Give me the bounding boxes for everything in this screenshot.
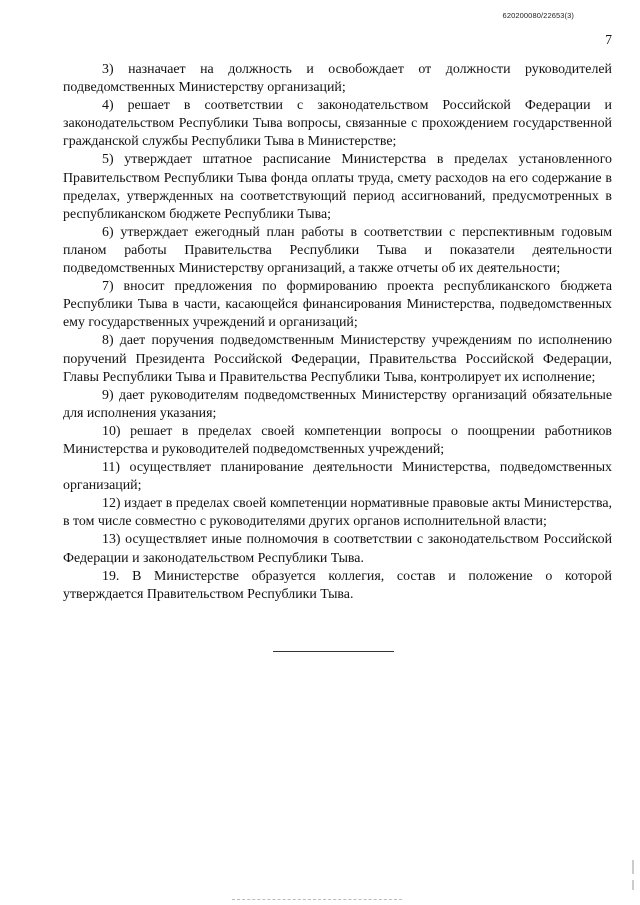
paragraph-item-10: 10) решает в пределах своей компетенции вопросы о поощрении работников Министерства и руководителей подведомственных учреждений; [63, 423, 612, 457]
paragraph-item-5: 5) утверждает штатное расписание Министерства в пределах установленного Правительством Республики Тыва фонда оплаты труда, смету расходов на его содержание в пределах, утвержденных на соответствующий период ассигнований, предусмотренных в республиканском бюджете Республики Тыва; [63, 152, 612, 222]
paragraph-item-6: 6) утверждает ежегодный план работы в соответствии с перспективным годовым планом работы Правительства Республики Тыва и показатели деятельности подведомственных Министерству организаций, а также отчеты об их деятельности; [63, 224, 612, 277]
scan-edge-mark [632, 880, 634, 890]
paragraph-item-3: 3) назначает на должность и освобождает от должности руководителей подведомственных Министерству организаций; [63, 62, 612, 96]
paragraph-item-13: 13) осуществляет иные полномочия в соответствии с законодательством Российской Федерации и законодательством Республики Тыва. [63, 532, 612, 566]
paragraph-item-8: 8) дает поручения подведомственным Министерству учреждениям по исполнению поручений Президента Российской Федерации, Правительства Российской Федерации, Главы Республики Тыва и Правительства Республики Тыва, контролирует их исполнение; [63, 333, 612, 385]
document-body [63, 61, 612, 604]
paragraph-item-7: 7) вносит предложения по формированию проекта республиканского бюджета Республики Тыва в части, касающейся финансирования Министерства, подведомственных ему государственных учреждений и организаций; [63, 279, 612, 331]
scan-edge-mark [632, 860, 634, 874]
paragraph-item-11: 11) осуществляет планирование деятельности Министерства, подведомственных организаций; [63, 460, 612, 494]
paragraph-item-9: 9) дает руководителям подведомственных Министерству организаций обязательные для исполнения указания; [63, 387, 612, 421]
paragraph-item-4: 4) решает в соответствии с законодательством Российской Федерации и законодательством Республики Тыва вопросы, связанные с прохождением государственной гражданской службы Республики Тыва в Министерстве; [63, 98, 612, 150]
scan-artifact [232, 899, 402, 902]
paragraph-item-12: 12) издает в пределах своей компетенции нормативные правовые акты Министерства, в том числе совместно с руководителями других органов исполнительной власти; [63, 496, 612, 530]
document-code: 620200080/22653(3) [502, 11, 574, 20]
end-divider-line [273, 651, 394, 652]
page-number: 7 [605, 32, 612, 47]
paragraph-section-19: 19. В Министерстве образуется коллегия, состав и положение о которой утверждается Правительством Республики Тыва. [63, 568, 612, 602]
